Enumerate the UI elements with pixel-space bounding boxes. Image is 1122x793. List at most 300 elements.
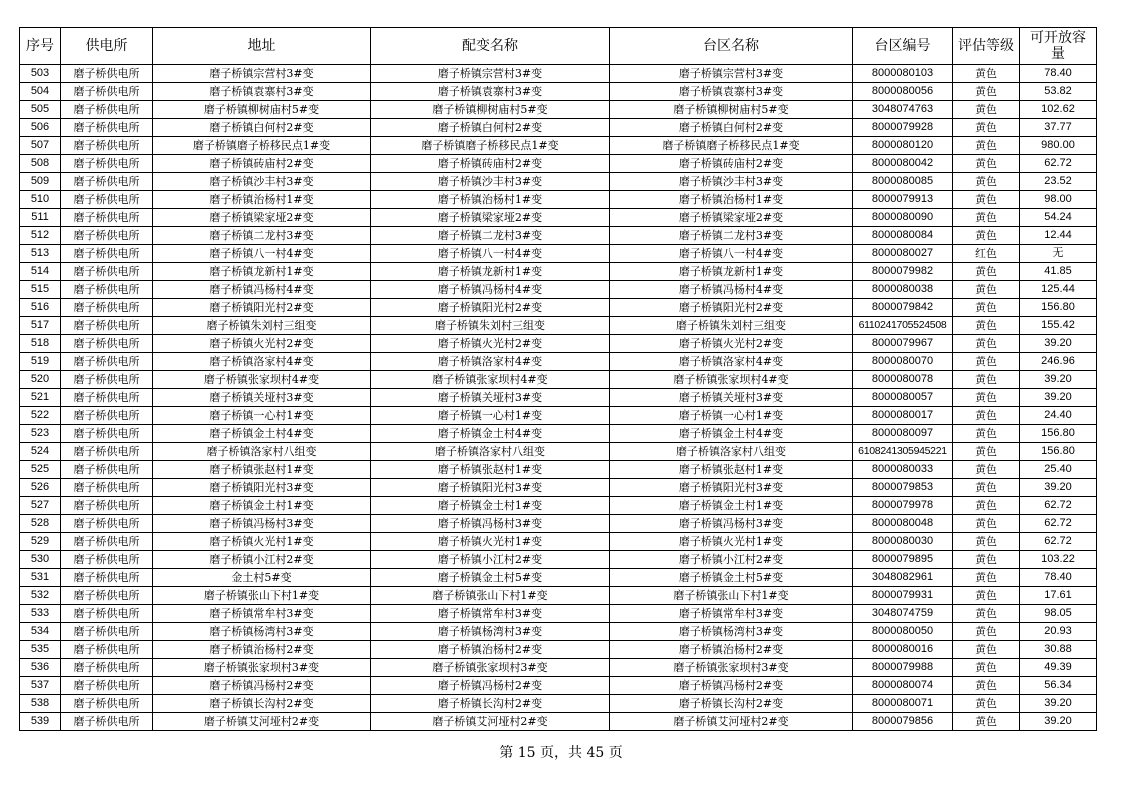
cell-area-name: 磨子桥镇金土村4#变: [610, 425, 853, 443]
table-row: [20, 425, 1097, 443]
cell-address: 磨子桥镇张山下村1#变: [153, 587, 371, 605]
cell-area-name: 磨子桥镇梁家垭2#变: [610, 209, 853, 227]
table-row: [20, 389, 1097, 407]
cell-rating: 黄色: [953, 227, 1020, 245]
cell-transformer-name: 磨子桥镇阳光村3#变: [371, 479, 610, 497]
table-row: [20, 353, 1097, 371]
cell-transformer-name: 磨子桥镇张家坝村4#变: [371, 371, 610, 389]
cell-station: 磨子桥供电所: [61, 443, 153, 461]
cell-index: 535: [20, 641, 61, 659]
cell-area-code: 3048074763: [853, 101, 953, 119]
cell-rating: 黄色: [953, 173, 1020, 191]
cell-station: 磨子桥供电所: [61, 641, 153, 659]
cell-rating: 黄色: [953, 497, 1020, 515]
cell-address: 磨子桥镇张家坝村4#变: [153, 371, 371, 389]
cell-capacity: 62.72: [1020, 533, 1097, 551]
cell-station: 磨子桥供电所: [61, 695, 153, 713]
cell-index: 521: [20, 389, 61, 407]
table-row: [20, 191, 1097, 209]
cell-transformer-name: 磨子桥镇八一村4#变: [371, 245, 610, 263]
cell-transformer-name: 磨子桥镇二龙村3#变: [371, 227, 610, 245]
cell-transformer-name: 磨子桥镇磨子桥移民点1#变: [371, 137, 610, 155]
table-row: [20, 533, 1097, 551]
cell-address: 磨子桥镇火光村1#变: [153, 533, 371, 551]
cell-area-name: 磨子桥镇杨湾村3#变: [610, 623, 853, 641]
table-row: [20, 569, 1097, 587]
header-rating: 评估等级: [953, 28, 1020, 65]
table-row: [20, 407, 1097, 425]
table-row: [20, 65, 1097, 83]
header-address: 地址: [153, 28, 371, 65]
table-row: [20, 497, 1097, 515]
cell-rating: 黄色: [953, 641, 1020, 659]
cell-rating: 黄色: [953, 407, 1020, 425]
table-row: [20, 317, 1097, 335]
cell-capacity: 980.00: [1020, 137, 1097, 155]
cell-capacity: 54.24: [1020, 209, 1097, 227]
cell-index: 513: [20, 245, 61, 263]
cell-rating: 黄色: [953, 533, 1020, 551]
cell-area-name: 磨子桥镇冯杨村2#变: [610, 677, 853, 695]
cell-rating: 红色: [953, 245, 1020, 263]
cell-address: 磨子桥镇八一村4#变: [153, 245, 371, 263]
cell-area-name: 磨子桥镇治杨村2#变: [610, 641, 853, 659]
table-row: [20, 371, 1097, 389]
cell-area-code: 8000080038: [853, 281, 953, 299]
cell-rating: 黄色: [953, 677, 1020, 695]
cell-area-code: 8000079982: [853, 263, 953, 281]
cell-index: 508: [20, 155, 61, 173]
cell-address: 磨子桥镇洛家村八组变: [153, 443, 371, 461]
cell-index: 530: [20, 551, 61, 569]
cell-capacity: 39.20: [1020, 389, 1097, 407]
cell-rating: 黄色: [953, 155, 1020, 173]
page-number: 第 15 页，共 45 页: [499, 745, 623, 761]
cell-capacity: 78.40: [1020, 65, 1097, 83]
cell-capacity: 53.82: [1020, 83, 1097, 101]
cell-area-code: 8000080016: [853, 641, 953, 659]
cell-station: 磨子桥供电所: [61, 335, 153, 353]
cell-address: 磨子桥镇洛家村4#变: [153, 353, 371, 371]
cell-area-code: 8000080033: [853, 461, 953, 479]
cell-transformer-name: 磨子桥镇沙丰村3#变: [371, 173, 610, 191]
cell-transformer-name: 磨子桥镇张山下村1#变: [371, 587, 610, 605]
table-body: [20, 65, 1097, 731]
cell-area-name: 磨子桥镇砖庙村2#变: [610, 155, 853, 173]
cell-area-name: 磨子桥镇张山下村1#变: [610, 587, 853, 605]
table-row: [20, 245, 1097, 263]
cell-index: 528: [20, 515, 61, 533]
cell-address: 磨子桥镇冯杨村4#变: [153, 281, 371, 299]
cell-index: 515: [20, 281, 61, 299]
header-capacity: 可开放容量: [1020, 28, 1097, 65]
cell-area-name: 磨子桥镇火光村2#变: [610, 335, 853, 353]
cell-transformer-name: 磨子桥镇朱刘村三组变: [371, 317, 610, 335]
cell-area-code: 3048074759: [853, 605, 953, 623]
cell-transformer-name: 磨子桥镇一心村1#变: [371, 407, 610, 425]
cell-area-code: 8000079913: [853, 191, 953, 209]
cell-rating: 黄色: [953, 443, 1020, 461]
table-row: [20, 155, 1097, 173]
cell-address: 磨子桥镇艾河垭村2#变: [153, 713, 371, 731]
cell-index: 537: [20, 677, 61, 695]
cell-area-name: 磨子桥镇龙新村1#变: [610, 263, 853, 281]
cell-transformer-name: 磨子桥镇火光村2#变: [371, 335, 610, 353]
cell-address: 磨子桥镇阳光村3#变: [153, 479, 371, 497]
table-row: [20, 479, 1097, 497]
cell-index: 529: [20, 533, 61, 551]
cell-transformer-name: 磨子桥镇冯杨村3#变: [371, 515, 610, 533]
header-area-code: 台区编号: [853, 28, 953, 65]
cell-index: 531: [20, 569, 61, 587]
cell-capacity: 24.40: [1020, 407, 1097, 425]
cell-index: 509: [20, 173, 61, 191]
cell-area-name: 磨子桥镇关垭村3#变: [610, 389, 853, 407]
cell-rating: 黄色: [953, 479, 1020, 497]
cell-rating: 黄色: [953, 425, 1020, 443]
cell-station: 磨子桥供电所: [61, 605, 153, 623]
cell-capacity: 39.20: [1020, 479, 1097, 497]
cell-capacity: 125.44: [1020, 281, 1097, 299]
cell-capacity: 17.61: [1020, 587, 1097, 605]
cell-area-code: 8000080056: [853, 83, 953, 101]
cell-area-code: 8000080103: [853, 65, 953, 83]
cell-address: 磨子桥镇梁家垭2#变: [153, 209, 371, 227]
cell-transformer-name: 磨子桥镇袁寨村3#变: [371, 83, 610, 101]
cell-rating: 黄色: [953, 137, 1020, 155]
cell-address: 磨子桥镇磨子桥移民点1#变: [153, 137, 371, 155]
cell-rating: 黄色: [953, 335, 1020, 353]
cell-address: 磨子桥镇小江村2#变: [153, 551, 371, 569]
cell-transformer-name: 磨子桥镇洛家村4#变: [371, 353, 610, 371]
cell-transformer-name: 磨子桥镇常牟村3#变: [371, 605, 610, 623]
cell-capacity: 39.20: [1020, 713, 1097, 731]
cell-index: 532: [20, 587, 61, 605]
cell-index: 538: [20, 695, 61, 713]
cell-capacity: 98.05: [1020, 605, 1097, 623]
cell-capacity: 25.40: [1020, 461, 1097, 479]
cell-rating: 黄色: [953, 659, 1020, 677]
cell-area-name: 磨子桥镇柳树庙村5#变: [610, 101, 853, 119]
cell-station: 磨子桥供电所: [61, 407, 153, 425]
cell-rating: 黄色: [953, 587, 1020, 605]
cell-rating: 黄色: [953, 695, 1020, 713]
cell-capacity: 156.80: [1020, 299, 1097, 317]
cell-address: 磨子桥镇杨湾村3#变: [153, 623, 371, 641]
cell-capacity: 23.52: [1020, 173, 1097, 191]
cell-capacity: 156.80: [1020, 425, 1097, 443]
cell-area-code: 8000080090: [853, 209, 953, 227]
cell-rating: 黄色: [953, 713, 1020, 731]
cell-address: 磨子桥镇朱刘村三组变: [153, 317, 371, 335]
cell-index: 517: [20, 317, 61, 335]
cell-station: 磨子桥供电所: [61, 173, 153, 191]
cell-area-name: 磨子桥镇张赵村1#变: [610, 461, 853, 479]
cell-transformer-name: 磨子桥镇治杨村2#变: [371, 641, 610, 659]
cell-capacity: 62.72: [1020, 497, 1097, 515]
cell-rating: 黄色: [953, 209, 1020, 227]
cell-address: 磨子桥镇柳树庙村5#变: [153, 101, 371, 119]
cell-index: 524: [20, 443, 61, 461]
cell-rating: 黄色: [953, 461, 1020, 479]
cell-area-code: 8000080078: [853, 371, 953, 389]
cell-station: 磨子桥供电所: [61, 65, 153, 83]
cell-area-code: 8000079856: [853, 713, 953, 731]
cell-area-code: 8000079978: [853, 497, 953, 515]
cell-station: 磨子桥供电所: [61, 713, 153, 731]
cell-capacity: 41.85: [1020, 263, 1097, 281]
table-header-row: [20, 28, 1097, 65]
cell-station: 磨子桥供电所: [61, 425, 153, 443]
cell-area-name: 磨子桥镇金土村1#变: [610, 497, 853, 515]
cell-transformer-name: 磨子桥镇梁家垭2#变: [371, 209, 610, 227]
cell-area-name: 磨子桥镇常牟村3#变: [610, 605, 853, 623]
cell-area-code: 8000080074: [853, 677, 953, 695]
cell-index: 505: [20, 101, 61, 119]
cell-address: 磨子桥镇常牟村3#变: [153, 605, 371, 623]
cell-rating: 黄色: [953, 119, 1020, 137]
table-row: [20, 623, 1097, 641]
cell-address: 磨子桥镇金土村1#变: [153, 497, 371, 515]
cell-station: 磨子桥供电所: [61, 119, 153, 137]
cell-index: 536: [20, 659, 61, 677]
cell-transformer-name: 磨子桥镇艾河垭村2#变: [371, 713, 610, 731]
cell-capacity: 98.00: [1020, 191, 1097, 209]
cell-area-name: 磨子桥镇白何村2#变: [610, 119, 853, 137]
cell-index: 507: [20, 137, 61, 155]
cell-rating: 黄色: [953, 263, 1020, 281]
cell-area-name: 磨子桥镇洛家村4#变: [610, 353, 853, 371]
cell-transformer-name: 磨子桥镇小江村2#变: [371, 551, 610, 569]
cell-station: 磨子桥供电所: [61, 569, 153, 587]
cell-station: 磨子桥供电所: [61, 677, 153, 695]
table-row: [20, 227, 1097, 245]
cell-station: 磨子桥供电所: [61, 137, 153, 155]
cell-transformer-name: 磨子桥镇治杨村1#变: [371, 191, 610, 209]
cell-area-code: 8000079988: [853, 659, 953, 677]
cell-capacity: 49.39: [1020, 659, 1097, 677]
cell-area-code: 8000080084: [853, 227, 953, 245]
cell-address: 磨子桥镇治杨村2#变: [153, 641, 371, 659]
cell-area-code: 8000080042: [853, 155, 953, 173]
cell-rating: 黄色: [953, 623, 1020, 641]
cell-transformer-name: 磨子桥镇金土村5#变: [371, 569, 610, 587]
cell-area-code: 8000080120: [853, 137, 953, 155]
cell-index: 527: [20, 497, 61, 515]
cell-area-name: 磨子桥镇二龙村3#变: [610, 227, 853, 245]
cell-area-code: 8000079853: [853, 479, 953, 497]
table-row: [20, 713, 1097, 731]
cell-index: 511: [20, 209, 61, 227]
cell-address: 磨子桥镇一心村1#变: [153, 407, 371, 425]
cell-capacity: 12.44: [1020, 227, 1097, 245]
table-row: [20, 83, 1097, 101]
cell-station: 磨子桥供电所: [61, 191, 153, 209]
cell-index: 516: [20, 299, 61, 317]
cell-address: 磨子桥镇火光村2#变: [153, 335, 371, 353]
cell-index: 534: [20, 623, 61, 641]
cell-area-code: 8000079928: [853, 119, 953, 137]
cell-address: 磨子桥镇宗营村3#变: [153, 65, 371, 83]
table-row: [20, 695, 1097, 713]
cell-area-name: 磨子桥镇张家坝村4#变: [610, 371, 853, 389]
cell-index: 526: [20, 479, 61, 497]
cell-area-name: 磨子桥镇洛家村八组变: [610, 443, 853, 461]
cell-address: 磨子桥镇沙丰村3#变: [153, 173, 371, 191]
cell-area-name: 磨子桥镇张家坝村3#变: [610, 659, 853, 677]
cell-transformer-name: 磨子桥镇金土村4#变: [371, 425, 610, 443]
cell-address: 磨子桥镇砖庙村2#变: [153, 155, 371, 173]
table-row: [20, 209, 1097, 227]
cell-address: 磨子桥镇龙新村1#变: [153, 263, 371, 281]
cell-rating: 黄色: [953, 389, 1020, 407]
cell-area-name: 磨子桥镇长沟村2#变: [610, 695, 853, 713]
cell-area-name: 磨子桥镇宗营村3#变: [610, 65, 853, 83]
table-row: [20, 587, 1097, 605]
cell-index: 519: [20, 353, 61, 371]
cell-address: 磨子桥镇治杨村1#变: [153, 191, 371, 209]
cell-rating: 黄色: [953, 317, 1020, 335]
cell-address: 磨子桥镇长沟村2#变: [153, 695, 371, 713]
cell-station: 磨子桥供电所: [61, 101, 153, 119]
cell-transformer-name: 磨子桥镇冯杨村4#变: [371, 281, 610, 299]
cell-station: 磨子桥供电所: [61, 83, 153, 101]
table-row: [20, 263, 1097, 281]
cell-rating: 黄色: [953, 353, 1020, 371]
table-row: [20, 101, 1097, 119]
cell-capacity: 62.72: [1020, 155, 1097, 173]
cell-area-name: 磨子桥镇八一村4#变: [610, 245, 853, 263]
cell-capacity: 56.34: [1020, 677, 1097, 695]
table-row: [20, 461, 1097, 479]
cell-capacity: 156.80: [1020, 443, 1097, 461]
cell-station: 磨子桥供电所: [61, 515, 153, 533]
cell-rating: 黄色: [953, 281, 1020, 299]
cell-capacity: 无: [1020, 245, 1097, 263]
table-row: [20, 119, 1097, 137]
table-row: [20, 281, 1097, 299]
cell-rating: 黄色: [953, 551, 1020, 569]
table-row: [20, 677, 1097, 695]
cell-capacity: 39.20: [1020, 695, 1097, 713]
cell-capacity: 39.20: [1020, 371, 1097, 389]
cell-index: 520: [20, 371, 61, 389]
cell-index: 514: [20, 263, 61, 281]
cell-rating: 黄色: [953, 101, 1020, 119]
cell-address: 磨子桥镇金土村4#变: [153, 425, 371, 443]
cell-station: 磨子桥供电所: [61, 209, 153, 227]
cell-station: 磨子桥供电所: [61, 587, 153, 605]
cell-area-code: 8000080071: [853, 695, 953, 713]
cell-transformer-name: 磨子桥镇关垭村3#变: [371, 389, 610, 407]
cell-capacity: 20.93: [1020, 623, 1097, 641]
cell-area-code: 8000080030: [853, 533, 953, 551]
cell-area-code: 8000080050: [853, 623, 953, 641]
cell-rating: 黄色: [953, 569, 1020, 587]
cell-station: 磨子桥供电所: [61, 317, 153, 335]
cell-capacity: 78.40: [1020, 569, 1097, 587]
cell-station: 磨子桥供电所: [61, 389, 153, 407]
cell-area-name: 磨子桥镇磨子桥移民点1#变: [610, 137, 853, 155]
cell-index: 503: [20, 65, 61, 83]
cell-station: 磨子桥供电所: [61, 479, 153, 497]
cell-area-code: 8000079842: [853, 299, 953, 317]
cell-area-code: 8000080027: [853, 245, 953, 263]
cell-rating: 黄色: [953, 299, 1020, 317]
cell-area-name: 磨子桥镇阳光村2#变: [610, 299, 853, 317]
cell-area-code: 8000080085: [853, 173, 953, 191]
cell-rating: 黄色: [953, 371, 1020, 389]
cell-capacity: 37.77: [1020, 119, 1097, 137]
cell-capacity: 102.62: [1020, 101, 1097, 119]
cell-address: 磨子桥镇冯杨村2#变: [153, 677, 371, 695]
cell-transformer-name: 磨子桥镇柳树庙村5#变: [371, 101, 610, 119]
cell-transformer-name: 磨子桥镇龙新村1#变: [371, 263, 610, 281]
header-index: 序号: [20, 28, 61, 65]
cell-station: 磨子桥供电所: [61, 623, 153, 641]
cell-index: 504: [20, 83, 61, 101]
cell-transformer-name: 磨子桥镇白何村2#变: [371, 119, 610, 137]
cell-station: 磨子桥供电所: [61, 245, 153, 263]
cell-transformer-name: 磨子桥镇洛家村八组变: [371, 443, 610, 461]
cell-address: 磨子桥镇二龙村3#变: [153, 227, 371, 245]
cell-station: 磨子桥供电所: [61, 281, 153, 299]
cell-area-name: 磨子桥镇火光村1#变: [610, 533, 853, 551]
cell-index: 518: [20, 335, 61, 353]
table-row: [20, 515, 1097, 533]
cell-area-code: 8000079895: [853, 551, 953, 569]
cell-station: 磨子桥供电所: [61, 551, 153, 569]
cell-address: 磨子桥镇张赵村1#变: [153, 461, 371, 479]
table-row: [20, 605, 1097, 623]
cell-capacity: 155.42: [1020, 317, 1097, 335]
capacity-table: [19, 27, 1097, 731]
cell-station: 磨子桥供电所: [61, 497, 153, 515]
cell-station: 磨子桥供电所: [61, 263, 153, 281]
cell-capacity: 30.88: [1020, 641, 1097, 659]
cell-address: 金土村5#变: [153, 569, 371, 587]
cell-area-code: 8000080097: [853, 425, 953, 443]
cell-area-name: 磨子桥镇艾河垭村2#变: [610, 713, 853, 731]
cell-area-code: 8000080048: [853, 515, 953, 533]
table-row: [20, 443, 1097, 461]
cell-area-name: 磨子桥镇冯杨村3#变: [610, 515, 853, 533]
cell-station: 磨子桥供电所: [61, 155, 153, 173]
table-row: [20, 641, 1097, 659]
cell-station: 磨子桥供电所: [61, 371, 153, 389]
cell-capacity: 62.72: [1020, 515, 1097, 533]
cell-index: 539: [20, 713, 61, 731]
cell-transformer-name: 磨子桥镇杨湾村3#变: [371, 623, 610, 641]
cell-rating: 黄色: [953, 65, 1020, 83]
cell-area-name: 磨子桥镇冯杨村4#变: [610, 281, 853, 299]
cell-station: 磨子桥供电所: [61, 227, 153, 245]
cell-area-name: 磨子桥镇沙丰村3#变: [610, 173, 853, 191]
cell-area-code: 8000080017: [853, 407, 953, 425]
cell-transformer-name: 磨子桥镇砖庙村2#变: [371, 155, 610, 173]
cell-area-code: 8000079967: [853, 335, 953, 353]
cell-area-name: 磨子桥镇阳光村3#变: [610, 479, 853, 497]
cell-transformer-name: 磨子桥镇金土村1#变: [371, 497, 610, 515]
cell-address: 磨子桥镇冯杨村3#变: [153, 515, 371, 533]
cell-station: 磨子桥供电所: [61, 533, 153, 551]
cell-area-name: 磨子桥镇治杨村1#变: [610, 191, 853, 209]
cell-area-code: 6108241305945221: [853, 443, 953, 461]
cell-rating: 黄色: [953, 515, 1020, 533]
cell-rating: 黄色: [953, 83, 1020, 101]
cell-transformer-name: 磨子桥镇宗营村3#变: [371, 65, 610, 83]
cell-address: 磨子桥镇关垭村3#变: [153, 389, 371, 407]
